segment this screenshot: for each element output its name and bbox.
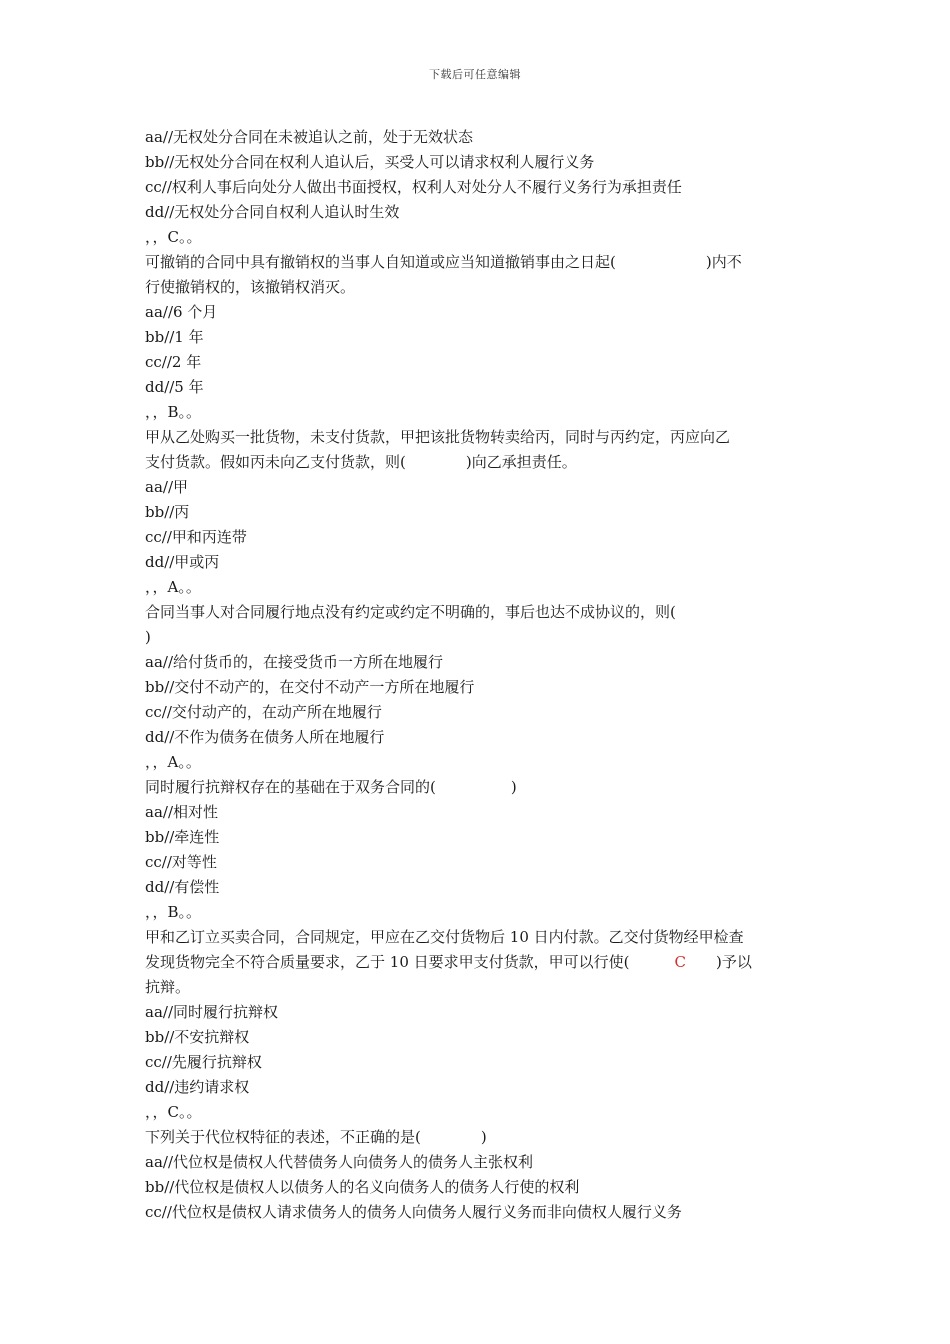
option-line: cc//权利人事后向处分人做出书面授权，权利人对处分人不履行义务行为承担责任 [145, 178, 682, 196]
option-line: dd//违约请求权 [145, 1078, 250, 1096]
option-line: dd//不作为债务在债务人所在地履行 [145, 728, 385, 746]
question-line: 合同当事人对合同履行地点没有约定或约定不明确的，事后也达不成协议的，则( [145, 603, 676, 621]
option-line: bb//交付不动产的，在交付不动产一方所在地履行 [145, 678, 475, 696]
text-line-with-answer [145, 950, 810, 975]
option-line: bb//代位权是债权人以债务人的名义向债务人的债务人行使的权利 [145, 1178, 580, 1196]
question-line: 下列关于代位权特征的表述，不正确的是( ) [145, 1128, 487, 1146]
option-line: cc//先履行抗辩权 [145, 1053, 262, 1071]
answer-line: ，，C。。 [145, 1103, 202, 1121]
option-line: cc//对等性 [145, 853, 217, 871]
answer-line: ，，C。。 [145, 228, 202, 246]
option-line: dd//5 年 [145, 378, 204, 396]
option-line: aa//代位权是债权人代替债务人向债务人的债务人主张权利 [145, 1153, 533, 1171]
question-line: 抗辩。 [145, 978, 191, 996]
document-body [145, 125, 810, 1225]
question-line: 可撤销的合同中具有撤销权的当事人自知道或应当知道撤销事由之日起( )内不 [145, 253, 742, 271]
option-line: aa//同时履行抗辩权 [145, 1003, 278, 1021]
question-line: ) [145, 628, 151, 646]
question-line: 甲从乙处购买一批货物，未支付货款，甲把该批货物转卖给丙，同时与丙约定，丙应向乙 [145, 428, 731, 446]
option-line: cc//2 年 [145, 353, 202, 371]
question-line: 支付货款。假如丙未向乙支付货款，则( )向乙承担责任。 [145, 453, 577, 471]
option-line: dd//无权处分合同自权利人追认时生效 [145, 203, 400, 221]
option-line: aa//相对性 [145, 803, 218, 821]
option-line: aa//6 个月 [145, 303, 218, 321]
option-line: bb//不安抗辩权 [145, 1028, 250, 1046]
text-segment: )予以 [685, 953, 752, 971]
option-line: dd//有偿性 [145, 878, 220, 896]
option-line: dd//甲或丙 [145, 553, 220, 571]
answer-line: ，，A。。 [145, 578, 201, 596]
option-line: bb//丙 [145, 503, 190, 521]
answer-line: ，，A。。 [145, 753, 201, 771]
option-line: bb//1 年 [145, 328, 204, 346]
option-line: cc//代位权是债权人请求债务人的债务人向债务人履行义务而非向债权人履行义务 [145, 1203, 682, 1221]
text-segment: 发现货物完全不符合质量要求，乙于 10 日要求甲支付货款，甲可以行使( [145, 953, 675, 971]
answer-mark: C [674, 953, 686, 971]
option-line: aa//甲 [145, 478, 188, 496]
option-line: bb//无权处分合同在权利人追认后，买受人可以请求权利人履行义务 [145, 153, 595, 171]
answer-line: ，，B。。 [145, 903, 202, 921]
option-line: bb//牵连性 [145, 828, 220, 846]
page-header: 下载后可任意编辑 [429, 68, 521, 81]
option-line: cc//交付动产的，在动产所在地履行 [145, 703, 382, 721]
option-line: aa//无权处分合同在未被追认之前，处于无效状态 [145, 128, 473, 146]
option-line: cc//甲和丙连带 [145, 528, 247, 546]
question-line: 甲和乙订立买卖合同，合同规定，甲应在乙交付货物后 10 日内付款。乙交付货物经甲检查 [145, 928, 744, 946]
option-line: aa//给付货币的，在接受货币一方所在地履行 [145, 653, 443, 671]
answer-line: ，，B。。 [145, 403, 202, 421]
question-line: 同时履行抗辩权存在的基础在于双务合同的( ) [145, 778, 517, 796]
question-line: 行使撤销权的，该撤销权消灭。 [145, 278, 356, 296]
